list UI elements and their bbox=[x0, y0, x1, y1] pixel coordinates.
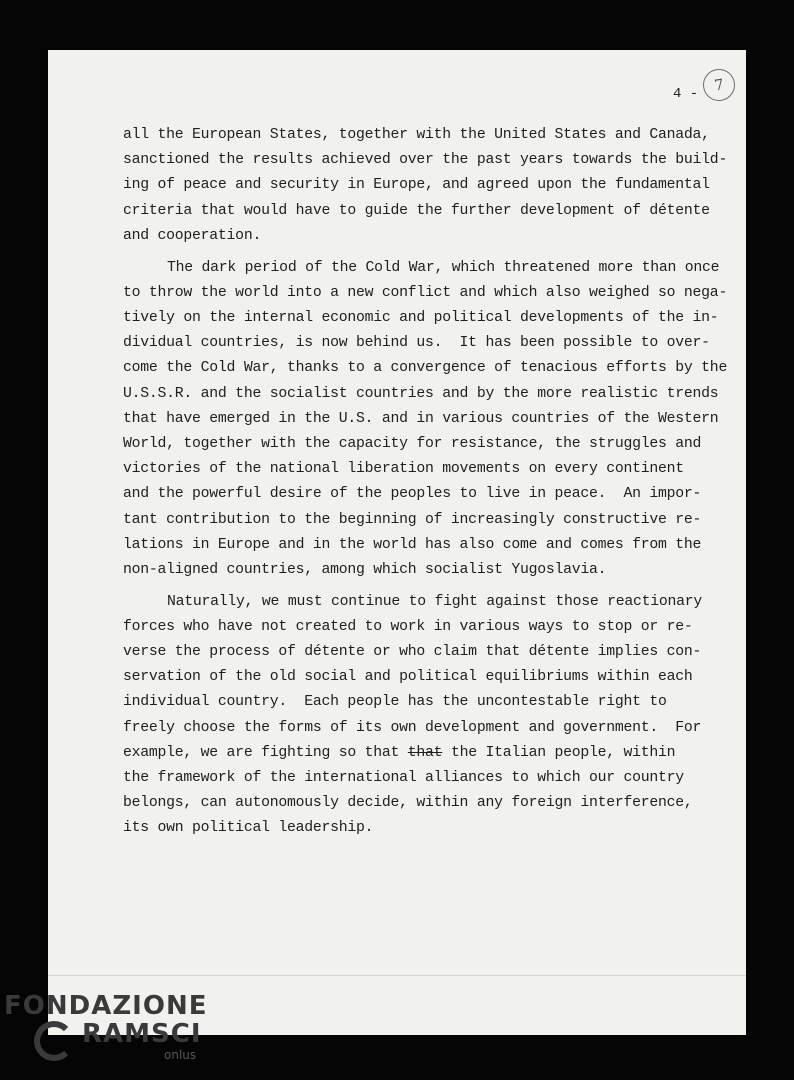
text-fragment: the Italian people, within bbox=[442, 744, 676, 761]
text-line: criteria that would have to guide the further development of détente bbox=[123, 202, 710, 219]
text-line: U.S.S.R. and the socialist countries and by the more realistic trends bbox=[123, 385, 719, 402]
struck-word: that bbox=[407, 744, 443, 761]
paper-fold-line bbox=[48, 975, 746, 976]
text-line: to throw the world into a new conflict and which also weighed so nega- bbox=[123, 284, 728, 301]
text-fragment: example, we are fighting so that bbox=[123, 744, 408, 761]
text-line: and the powerful desire of the peoples to live in peace. An impor- bbox=[123, 486, 702, 503]
text-line: all the European States, together with the United States and Canada, bbox=[123, 127, 710, 143]
text-line: forces who have not created to work in various ways to stop or re- bbox=[123, 618, 693, 635]
text-line-with-strikethrough bbox=[123, 741, 733, 766]
gramsci-g-logo-icon bbox=[34, 1021, 74, 1061]
watermark-line-2: RAMSCI bbox=[82, 1019, 202, 1049]
document-page bbox=[48, 50, 746, 1035]
text-line: The dark period of the Cold War, which threatened more than once bbox=[167, 259, 720, 276]
text-line: non-aligned countries, among which socialist Yugoslavia. bbox=[123, 561, 607, 578]
text-line: World, together with the capacity for resistance, the struggles and bbox=[123, 435, 702, 452]
fondazione-gramsci-watermark bbox=[4, 991, 208, 1062]
text-line: belongs, can autonomously decide, within any foreign interference, bbox=[123, 795, 693, 812]
text-line: Naturally, we must continue to fight against those reactionary bbox=[167, 593, 703, 610]
text-line: come the Cold War, thanks to a convergence of tenacious efforts by the bbox=[123, 360, 728, 377]
text-line: its own political leadership. bbox=[123, 820, 374, 837]
text-line: dividual countries, is now behind us. It has been possible to over- bbox=[123, 335, 710, 352]
text-line: individual country. Each people has the uncontestable right to bbox=[123, 694, 667, 711]
text-line: verse the process of détente or who claim that détente implies con- bbox=[123, 644, 702, 661]
archive-page-stamp: 7 bbox=[701, 67, 737, 103]
text-line: sanctioned the results achieved over the past years towards the build- bbox=[123, 152, 728, 169]
text-line: tively on the internal economic and political developments of the in- bbox=[123, 309, 719, 326]
watermark-line-1: FONDAZIONE bbox=[4, 991, 208, 1021]
text-line: the framework of the international alliances to which our country bbox=[123, 770, 684, 787]
body-text bbox=[123, 123, 733, 842]
text-line: lations in Europe and in the world has also come and comes from the bbox=[123, 536, 702, 553]
text-line: victories of the national liberation movements on every continent bbox=[123, 461, 684, 478]
text-line: freely choose the forms of its own development and government. For bbox=[123, 719, 702, 736]
watermark-suffix: onlus bbox=[164, 1048, 197, 1062]
text-line: servation of the old social and political equilibriums within each bbox=[123, 669, 693, 686]
text-line: that have emerged in the U.S. and in various countries of the Western bbox=[123, 410, 719, 427]
page-number: 4 - bbox=[673, 86, 699, 102]
text-line: tant contribution to the beginning of increasingly constructive re- bbox=[123, 511, 702, 528]
text-line: and cooperation. bbox=[123, 227, 262, 244]
text-line: ing of peace and security in Europe, and agreed upon the fundamental bbox=[123, 177, 710, 194]
